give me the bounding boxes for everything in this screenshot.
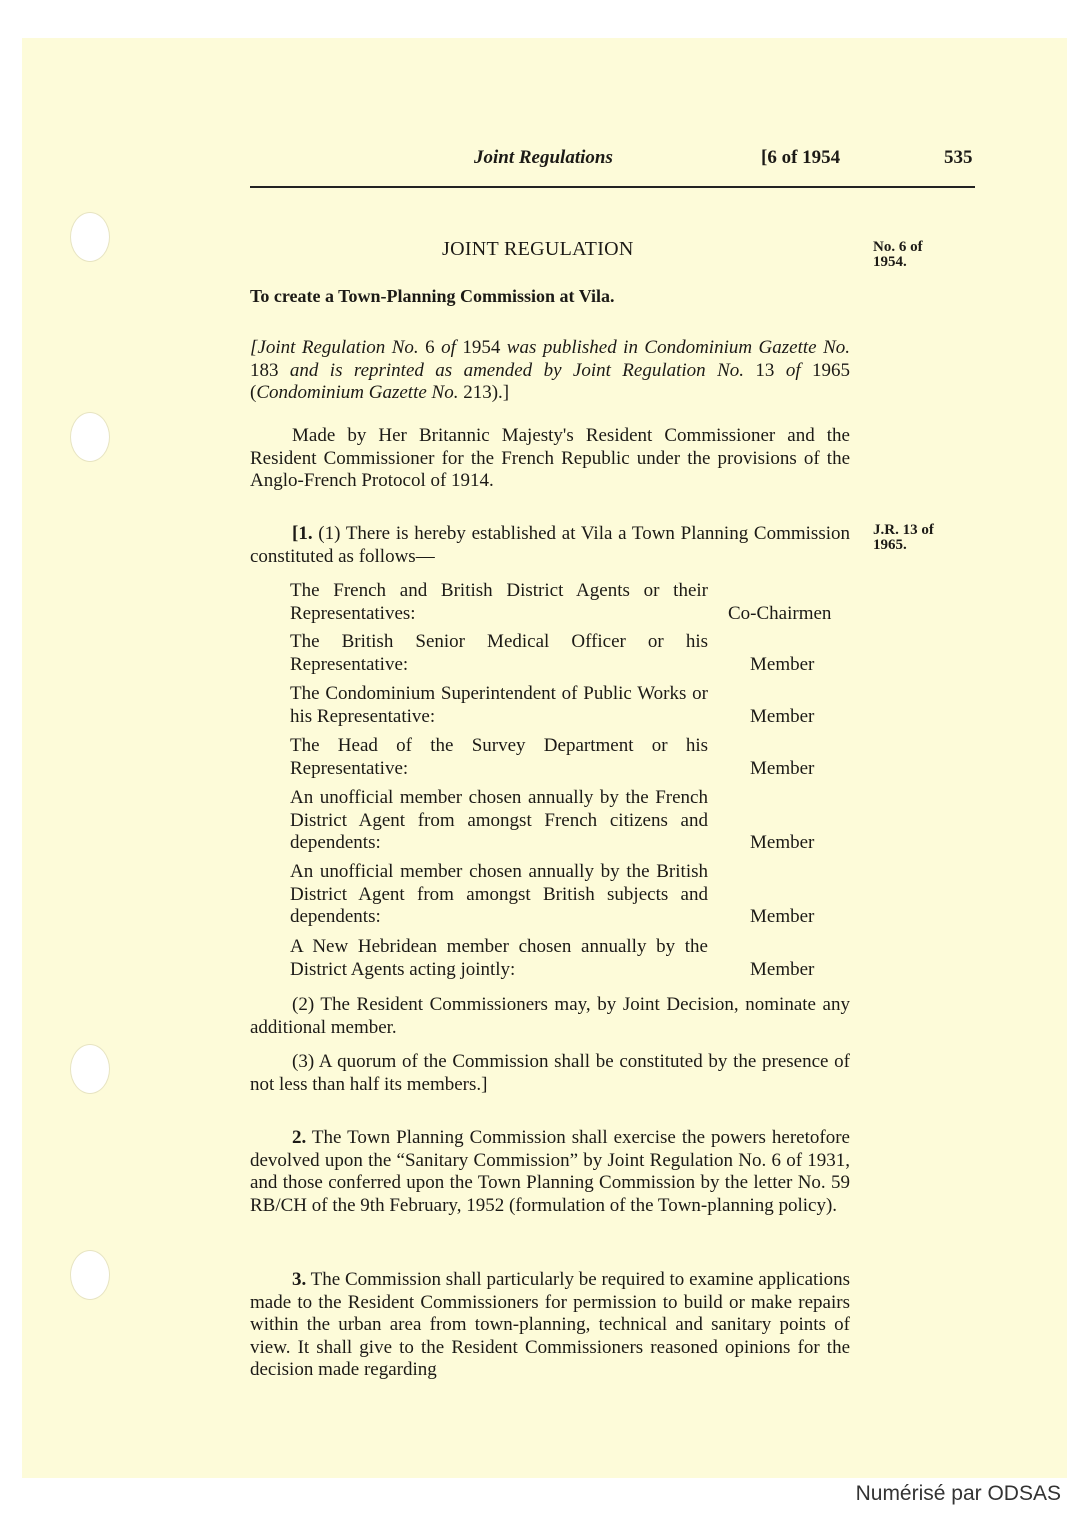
subsection-2: (2) The Resident Commissioners may, by Joint Decision, nominate any additional member. — [250, 994, 850, 1038]
digitization-credit: Numérisé par ODSAS — [855, 1482, 1061, 1505]
binder-hole — [70, 412, 110, 462]
margin-note-amendment: J.R. 13 of 1965. — [873, 522, 934, 553]
section-number: 3. — [292, 1269, 307, 1290]
preamble-paragraph: Made by Her Britannic Majesty's Resident Commissioner and the Resident Commissioner for the French Republic under the provisions of the Anglo-French Protocol of 1914. — [250, 425, 850, 491]
section-number: 2. — [292, 1127, 307, 1148]
binder-hole — [70, 212, 110, 262]
section-3-paragraph: 3. The Commission shall particularly be required to examine applications made to the Resident Commissioners for permission to build or make repairs within the urban area from town-planning, technical and sanitary points of view. It shall give to the Resident Commissioners reasoned opinions for the decision made regarding — [250, 1269, 850, 1380]
member-row: The British Senior Medical Officer or his Representative: Member — [290, 631, 815, 675]
member-row: The French and British District Agents or their Representatives: Co-Chairmen — [290, 580, 832, 624]
section-1-paragraph: [1. (1) There is hereby established at Vila a Town Planning Commission constituted as follows— — [250, 523, 850, 567]
member-row: The Head of the Survey Department or his Representative: Member — [290, 735, 815, 779]
section-2-paragraph: 2. The Town Planning Commission shall exercise the powers heretofore devolved upon the “Sanitary Commission” by Joint Regulation No. 6 of 1931, and those conferred upon the Town Planning Commission by the letter No. 59 RB/CH of the 9th February, 1952 (formulation of the Town-planning policy). — [250, 1127, 850, 1216]
member-row: A New Hebridean member chosen annually by the District Agents acting jointly: Member — [290, 936, 815, 980]
binder-hole — [70, 1250, 110, 1300]
member-row: The Condominium Superintendent of Public Works or his Representative: Member — [290, 683, 815, 727]
editorial-note: [Joint Regulation No. 6 of 1954 was published in Condominium Gazette No. 183 and is reprinted as amended by Joint Regulation No. 13 of 1965 (Condominium Gazette No. 213).] — [250, 337, 851, 403]
margin-note-regulation-number: No. 6 of 1954. — [873, 239, 923, 270]
member-row: An unofficial member chosen annually by the French District Agent from amongst French citizens and dependents: Member — [290, 787, 815, 853]
running-header-ref: [6 of 1954 — [761, 147, 841, 168]
subsection-3: (3) A quorum of the Commission shall be constituted by the presence of not less than half its members.] — [250, 1051, 850, 1095]
regulation-heading: JOINT REGULATION — [442, 238, 634, 260]
regulation-subtitle: To create a Town-Planning Commission at Vila. — [250, 286, 615, 306]
binder-hole — [70, 1044, 110, 1094]
section-number: [1. — [292, 523, 313, 544]
member-row: An unofficial member chosen annually by the British District Agent from amongst British subjects and dependents: Member — [290, 861, 815, 927]
running-header-title: Joint Regulations — [474, 147, 613, 168]
page-number: 535 — [944, 147, 973, 168]
header-rule — [250, 186, 975, 188]
